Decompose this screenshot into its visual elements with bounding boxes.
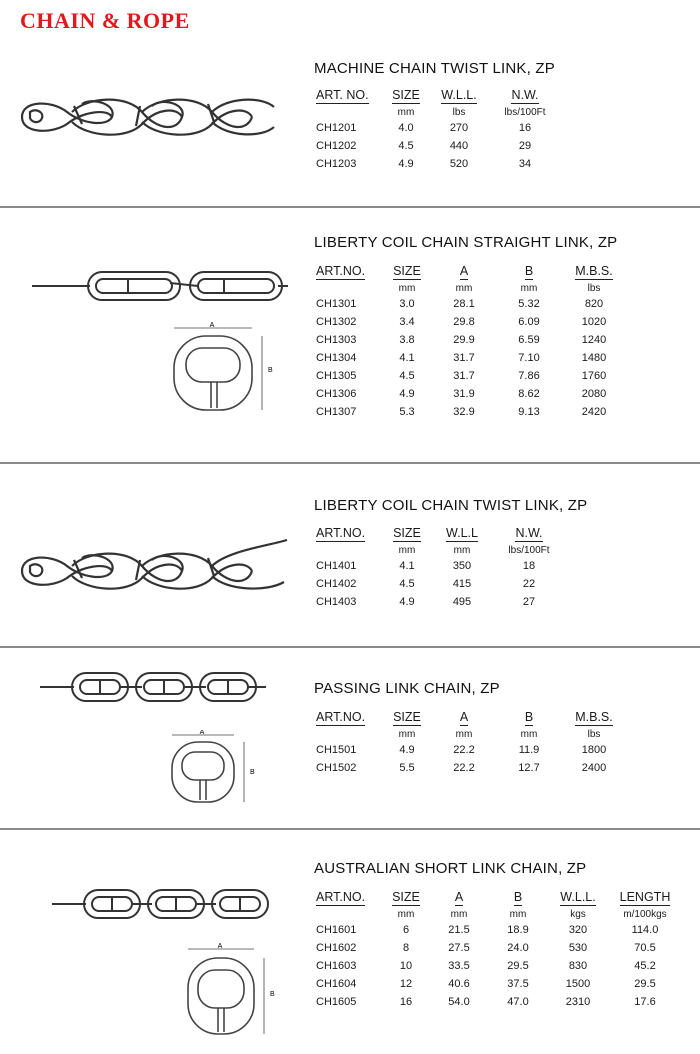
col-header: ART.NO. [316, 526, 366, 540]
col-header: ART.NO. [316, 890, 366, 904]
unit-cell: mm [455, 282, 473, 294]
passing-chain-illustration [38, 668, 268, 706]
cell: 70.5 [634, 942, 656, 954]
cell: 4.9 [398, 158, 414, 170]
cell: 40.6 [448, 978, 470, 990]
section-title: AUSTRALIAN SHORT LINK CHAIN, ZP [314, 860, 587, 877]
cell: 2080 [581, 388, 607, 400]
dimension-b-label: B [270, 991, 275, 998]
cell: 29.8 [453, 316, 475, 328]
cell: 31.7 [453, 352, 475, 364]
cell: CH1203 [316, 158, 357, 170]
cell: 530 [568, 942, 588, 954]
col-header: B [524, 264, 534, 278]
cell: 1480 [581, 352, 607, 364]
cell: 31.7 [453, 370, 475, 382]
cell: 37.5 [507, 978, 529, 990]
table-row [312, 119, 562, 137]
unit-cell [312, 281, 382, 295]
cell: 830 [568, 960, 588, 972]
table-row [312, 367, 626, 385]
table-row [312, 957, 682, 975]
col-header: SIZE [393, 264, 421, 278]
cell: CH1502 [316, 762, 357, 774]
unit-cell: mm [455, 728, 473, 740]
unit-cell [312, 907, 382, 921]
cell: CH1402 [316, 578, 357, 590]
unit-cell: mm [398, 728, 416, 740]
cell: 1500 [565, 978, 591, 990]
cell: CH1601 [316, 924, 357, 936]
cell: 114.0 [631, 924, 659, 936]
cell: 22.2 [453, 762, 475, 774]
unit-cell: lbs/100Ft [508, 544, 550, 556]
cell: CH1401 [316, 560, 357, 572]
cell: 4.9 [399, 596, 415, 608]
table-row [312, 575, 566, 593]
section-divider [0, 646, 700, 648]
link-dimension-diagram [162, 730, 272, 806]
unit-cell [312, 543, 382, 557]
cell: 8 [402, 942, 410, 954]
table-row [312, 975, 682, 993]
dimension-b-label: B [268, 367, 273, 374]
table-row [312, 155, 562, 173]
cell: 4.0 [398, 122, 414, 134]
cell: 27.5 [448, 942, 470, 954]
col-header: W.L.L. [441, 88, 477, 102]
dimension-a-label: A [209, 322, 215, 329]
cell: 350 [452, 560, 472, 572]
cell: CH1602 [316, 942, 357, 954]
cell: 12.7 [518, 762, 540, 774]
spec-table [312, 890, 682, 1011]
unit-cell: mm [453, 544, 471, 556]
col-header: SIZE [393, 526, 421, 540]
cell: 4.9 [399, 744, 415, 756]
cell: CH1501 [316, 744, 357, 756]
cell: CH1306 [316, 388, 357, 400]
cell: 28.1 [453, 298, 475, 310]
cell: 415 [452, 578, 472, 590]
table-row [312, 137, 562, 155]
cell: 1240 [581, 334, 607, 346]
cell: 2400 [581, 762, 607, 774]
unit-cell: mm [397, 106, 415, 118]
table-row [312, 557, 566, 575]
col-header: M.B.S. [575, 264, 613, 278]
cell: 1020 [581, 316, 607, 328]
cell: 29.5 [507, 960, 529, 972]
cell: 27 [522, 596, 536, 608]
unit-cell: mm [398, 544, 416, 556]
unit-cell: m/100kgs [623, 908, 667, 920]
col-header: SIZE [392, 890, 420, 904]
spec-table [312, 526, 566, 611]
cell: 9.13 [518, 406, 540, 418]
section-divider [0, 828, 700, 830]
cell: 495 [452, 596, 472, 608]
cell: CH1604 [316, 978, 357, 990]
dimension-b-label: B [250, 769, 255, 776]
cell: 18 [522, 560, 536, 572]
table-row [312, 741, 626, 759]
cell: 16 [399, 996, 413, 1008]
col-header: B [524, 710, 534, 724]
cell: CH1302 [316, 316, 357, 328]
cell: CH1303 [316, 334, 357, 346]
cell: 16 [518, 122, 532, 134]
cell: 32.9 [453, 406, 475, 418]
cell: 4.5 [399, 370, 415, 382]
table-row [312, 349, 626, 367]
cell: 5.3 [399, 406, 415, 418]
cell: 270 [449, 122, 469, 134]
col-header: ART. NO. [316, 88, 369, 102]
cell: CH1201 [316, 122, 357, 134]
col-header: W.L.L. [560, 890, 596, 904]
cell: 320 [568, 924, 588, 936]
cell: 5.32 [518, 298, 540, 310]
link-dimension-diagram [164, 322, 284, 418]
cell: 29.9 [453, 334, 475, 346]
cell: CH1605 [316, 996, 357, 1008]
cell: 7.86 [518, 370, 540, 382]
col-header: ART.NO. [316, 264, 366, 278]
cell: 5.5 [399, 762, 415, 774]
cell: 1760 [581, 370, 607, 382]
cell: 4.1 [399, 560, 415, 572]
cell: 3.4 [399, 316, 415, 328]
col-header: LENGTH [619, 890, 671, 904]
col-header: ART.NO. [316, 710, 366, 724]
cell: 2420 [581, 406, 607, 418]
section-divider [0, 206, 700, 208]
section-divider [0, 462, 700, 464]
cell: 6.59 [518, 334, 540, 346]
section-title: LIBERTY COIL CHAIN TWIST LINK, ZP [314, 497, 588, 514]
unit-cell: lbs [452, 106, 466, 118]
cell: CH1305 [316, 370, 357, 382]
cell: 29.5 [634, 978, 656, 990]
unit-cell: mm [509, 908, 527, 920]
cell: 4.1 [399, 352, 415, 364]
col-header: N.W. [515, 526, 543, 540]
table-row [312, 593, 566, 611]
section-title: PASSING LINK CHAIN, ZP [314, 680, 500, 697]
cell: 2310 [565, 996, 591, 1008]
cell: 17.6 [634, 996, 656, 1008]
cell: 34 [518, 158, 532, 170]
unit-cell: kgs [570, 908, 586, 920]
twist-chain-illustration [12, 536, 292, 606]
cell: 45.2 [634, 960, 656, 972]
cell: 3.8 [399, 334, 415, 346]
spec-table [312, 710, 626, 777]
cell: 22.2 [453, 744, 475, 756]
unit-cell: lbs/100Ft [504, 106, 546, 118]
unit-cell: lbs [587, 728, 601, 740]
col-header: W.L.L [446, 526, 478, 540]
cell: 10 [399, 960, 413, 972]
cell: 4.5 [398, 140, 414, 152]
cell: 6.09 [518, 316, 540, 328]
dimension-a-label: A [217, 943, 223, 950]
straight-chain-illustration [30, 264, 290, 308]
table-row [312, 331, 626, 349]
cell: 31.9 [453, 388, 475, 400]
unit-cell: mm [398, 282, 416, 294]
cell: CH1403 [316, 596, 357, 608]
cell: 440 [449, 140, 469, 152]
col-header: A [459, 710, 469, 724]
cell: CH1304 [316, 352, 357, 364]
unit-cell: mm [450, 908, 468, 920]
section-title: MACHINE CHAIN TWIST LINK, ZP [314, 60, 555, 77]
table-row [312, 759, 626, 777]
twist-chain-illustration [12, 82, 282, 152]
unit-cell: mm [520, 282, 538, 294]
cell: 24.0 [507, 942, 529, 954]
table-row [312, 939, 682, 957]
cell: 11.9 [518, 744, 540, 756]
cell: 4.9 [399, 388, 415, 400]
page-title: CHAIN & ROPE [20, 8, 190, 33]
cell: 7.10 [518, 352, 540, 364]
cell: 8.62 [518, 388, 540, 400]
unit-cell: mm [520, 728, 538, 740]
col-header: SIZE [393, 710, 421, 724]
cell: 12 [399, 978, 413, 990]
spec-table [312, 264, 626, 421]
table-row [312, 921, 682, 939]
link-dimension-diagram [178, 942, 288, 1038]
table-row [312, 403, 626, 421]
cell: 18.9 [507, 924, 529, 936]
cell: 29 [518, 140, 532, 152]
cell: 21.5 [448, 924, 470, 936]
cell: CH1301 [316, 298, 357, 310]
cell: 520 [449, 158, 469, 170]
unit-cell: lbs [587, 282, 601, 294]
unit-cell: mm [397, 908, 415, 920]
cell: 820 [584, 298, 604, 310]
col-header: B [513, 890, 523, 904]
table-row [312, 385, 626, 403]
section-title: LIBERTY COIL CHAIN STRAIGHT LINK, ZP [314, 234, 618, 251]
col-header: A [459, 264, 469, 278]
table-row [312, 993, 682, 1011]
dimension-a-label: A [199, 730, 205, 736]
unit-cell [312, 727, 382, 741]
unit-cell [312, 105, 382, 119]
cell: 33.5 [448, 960, 470, 972]
col-header: M.B.S. [575, 710, 613, 724]
spec-table [312, 88, 562, 173]
cell: 22 [522, 578, 536, 590]
table-row [312, 313, 626, 331]
col-header: A [454, 890, 464, 904]
cell: CH1307 [316, 406, 357, 418]
cell: 3.0 [399, 298, 415, 310]
cell: CH1603 [316, 960, 357, 972]
cell: 4.5 [399, 578, 415, 590]
cell: 47.0 [507, 996, 529, 1008]
col-header: N.W. [511, 88, 539, 102]
table-row [312, 295, 626, 313]
cell: 6 [402, 924, 410, 936]
short-link-chain-illustration [50, 884, 272, 924]
cell: CH1202 [316, 140, 357, 152]
cell: 1800 [581, 744, 607, 756]
col-header: SIZE [392, 88, 420, 102]
cell: 54.0 [448, 996, 470, 1008]
